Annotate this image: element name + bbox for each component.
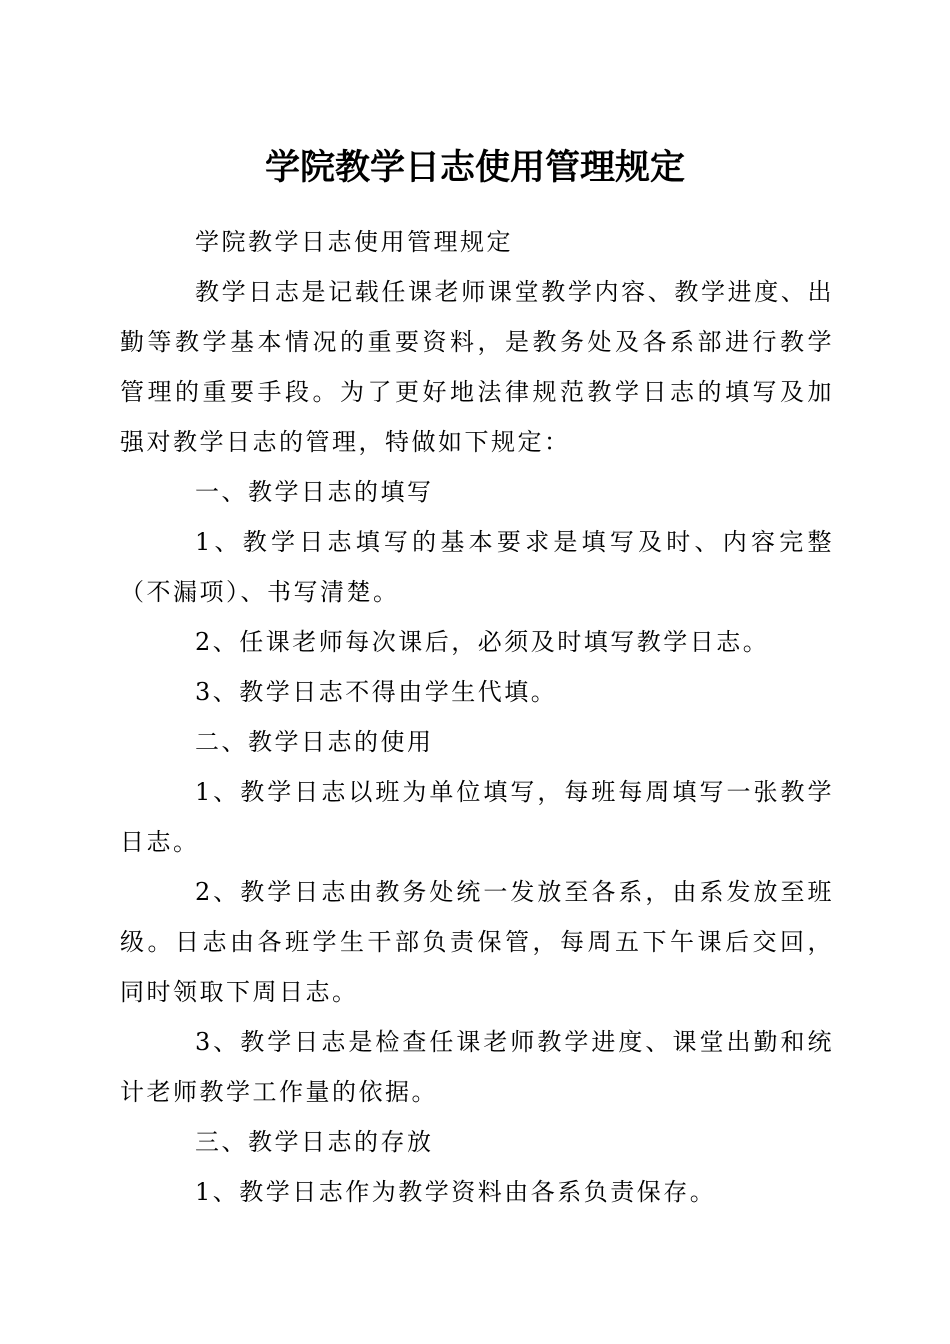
paragraph-item: 1、教学日志填写的基本要求是填写及时、内容完整（不漏项）、书写清楚。 [120,528,834,606]
paragraph-item: 2、教学日志由教务处统一发放至各系，由系发放至班级。日志由各班学生干部负责保管，每周五下午课后交回，同时领取下周日志。 [120,878,834,1006]
paragraph-item: 1、教学日志以班为单位填写，每班每周填写一张教学日志。 [120,778,834,856]
document-title: 学院教学日志使用管理规定 [264,147,685,188]
paragraph-intro: 教学日志是记载任课老师课堂教学内容、教学进度、出勤等教学基本情况的重要资料，是教务处及各系部进行教学管理的重要手段。为了更好地法律规范教学日志的填写及加强对教学日志的管理，特做如下规定： [120,278,834,456]
section-heading-storage: 三、教学日志的存放 [195,1128,434,1156]
paragraph-item: 2、任课老师每次课后，必须及时填写教学日志。 [195,628,770,656]
document-body [120,217,834,1217]
section-heading-filling: 一、教学日志的填写 [195,478,434,506]
paragraph-item: 3、教学日志是检查任课老师教学进度、课堂出勤和统计老师教学工作量的依据。 [120,1028,834,1106]
paragraph-item: 1、教学日志作为教学资料由各系负责保存。 [195,1178,717,1206]
paragraph-item: 3、教学日志不得由学生代填。 [195,678,558,706]
paragraph-subtitle: 学院教学日志使用管理规定 [195,228,513,256]
section-heading-usage: 二、教学日志的使用 [195,728,434,756]
